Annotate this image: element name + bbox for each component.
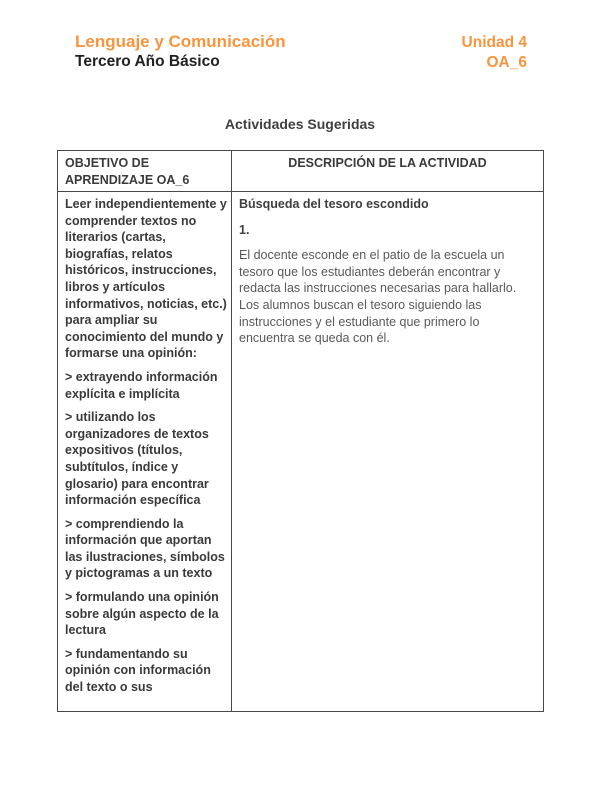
header-left-block xyxy=(75,31,286,72)
objective-paragraph: > fundamentando su opinión con información del texto o sus xyxy=(65,646,211,695)
objective-cell xyxy=(58,192,232,712)
activity-cell xyxy=(232,192,544,712)
activity-heading: Búsqueda del tesoro escondido xyxy=(239,197,429,211)
activity-description: El docente esconde en el patio de la escuela un tesoro que los estudiantes deberán encontrar y redacta las instrucciones necesarias para hallarlo. Los alumnos buscan el tesoro siguiendo las instrucciones y el estudiante que primero lo encuentra se queda con él. xyxy=(239,248,517,346)
objective-column-header: OBJETIVO DE APRENDIZAJE OA_6 xyxy=(58,151,232,192)
objective-paragraph: > extrayendo información explícita e implícita xyxy=(65,369,218,401)
header-right-block xyxy=(462,33,527,73)
unit-label: Unidad 4 xyxy=(461,34,527,51)
objective-paragraph: > comprendiendo la información que aportan las ilustraciones, símbolos y pictogramas a un texto xyxy=(65,516,225,581)
objective-paragraph: > formulando una opinión sobre algún aspecto de la lectura xyxy=(65,590,219,638)
objective-paragraph: > utilizando los organizadores de textos expositivos (títulos, subtítulos, índice y glosario) para encontrar información específica xyxy=(65,410,209,508)
activities-table xyxy=(57,150,544,712)
objective-cell-content xyxy=(58,192,231,711)
course-title: Lenguaje y Comunicación xyxy=(75,32,286,51)
activity-cell-content xyxy=(232,192,543,711)
oa-code-label: OA_6 xyxy=(486,54,527,71)
table-body-row xyxy=(58,192,544,712)
activity-column-header: DESCRIPCIÓN DE LA ACTIVIDAD xyxy=(232,151,544,192)
page-title: Actividades Sugeridas xyxy=(224,116,376,132)
objective-paragraph: Leer independientemente y comprender textos no literarios (cartas, biografías, relatos históricos, instrucciones, libros y artículos informativos, noticias, etc.) para ampliar su conocimiento del mundo y formarse una opinión: xyxy=(65,197,227,361)
table-header-row xyxy=(58,151,544,192)
grade-title: Tercero Año Básico xyxy=(75,53,220,70)
activity-step-number: 1. xyxy=(239,222,250,237)
